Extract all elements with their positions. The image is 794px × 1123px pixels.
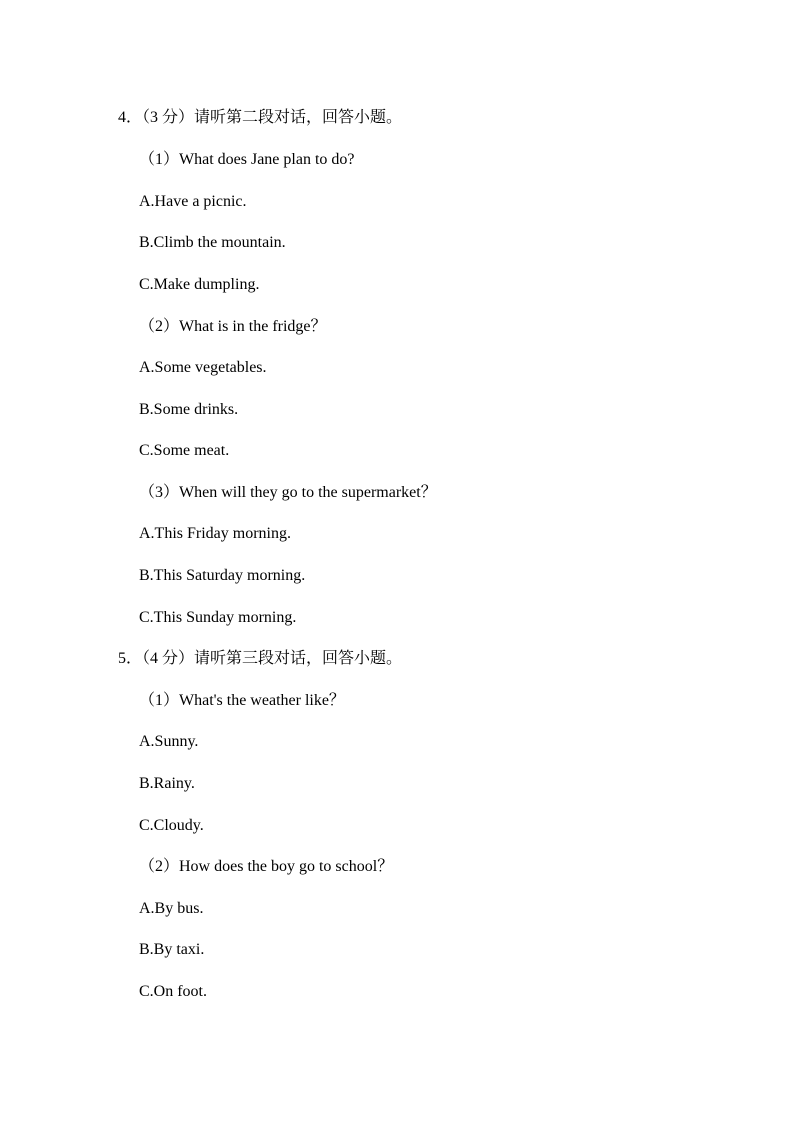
option-b: B.By taxi. [139, 941, 205, 958]
option-c: C.Some meat. [139, 442, 230, 459]
sub-question-stem: （2）How does the boy go to school？ [139, 858, 394, 875]
sub-question-stem: （3）When will they go to the supermarket？ [139, 484, 437, 501]
option-c: C.Cloudy. [139, 817, 204, 834]
sub-question-stem: （1）What's the weather like？ [139, 692, 345, 709]
question-5-header [118, 649, 402, 669]
option-a: A.Have a picnic. [139, 193, 247, 210]
option-b: B.Some drinks. [139, 401, 239, 418]
option-b: B.Climb the mountain. [139, 234, 286, 251]
option-c: C.On foot. [139, 983, 207, 1000]
question-4-header [118, 108, 402, 128]
option-b: B.Rainy. [139, 775, 195, 792]
question-instruction: （4 分）请听第三段对话，回答小题。 [142, 650, 403, 667]
option-a: A.This Friday morning. [139, 525, 291, 542]
option-a: A.By bus. [139, 900, 204, 917]
question-number: 4． [118, 109, 143, 126]
option-a: A.Some vegetables. [139, 359, 267, 376]
sub-question-stem: （1）What does Jane plan to do? [139, 151, 355, 168]
option-c: C.Make dumpling. [139, 276, 260, 293]
question-number: 5． [118, 650, 143, 667]
option-a: A.Sunny. [139, 733, 199, 750]
option-c: C.This Sunday morning. [139, 609, 297, 626]
question-instruction: （3 分）请听第二段对话，回答小题。 [142, 109, 403, 126]
sub-question-stem: （2）What is in the fridge？ [139, 318, 327, 335]
option-b: B.This Saturday morning. [139, 567, 306, 584]
